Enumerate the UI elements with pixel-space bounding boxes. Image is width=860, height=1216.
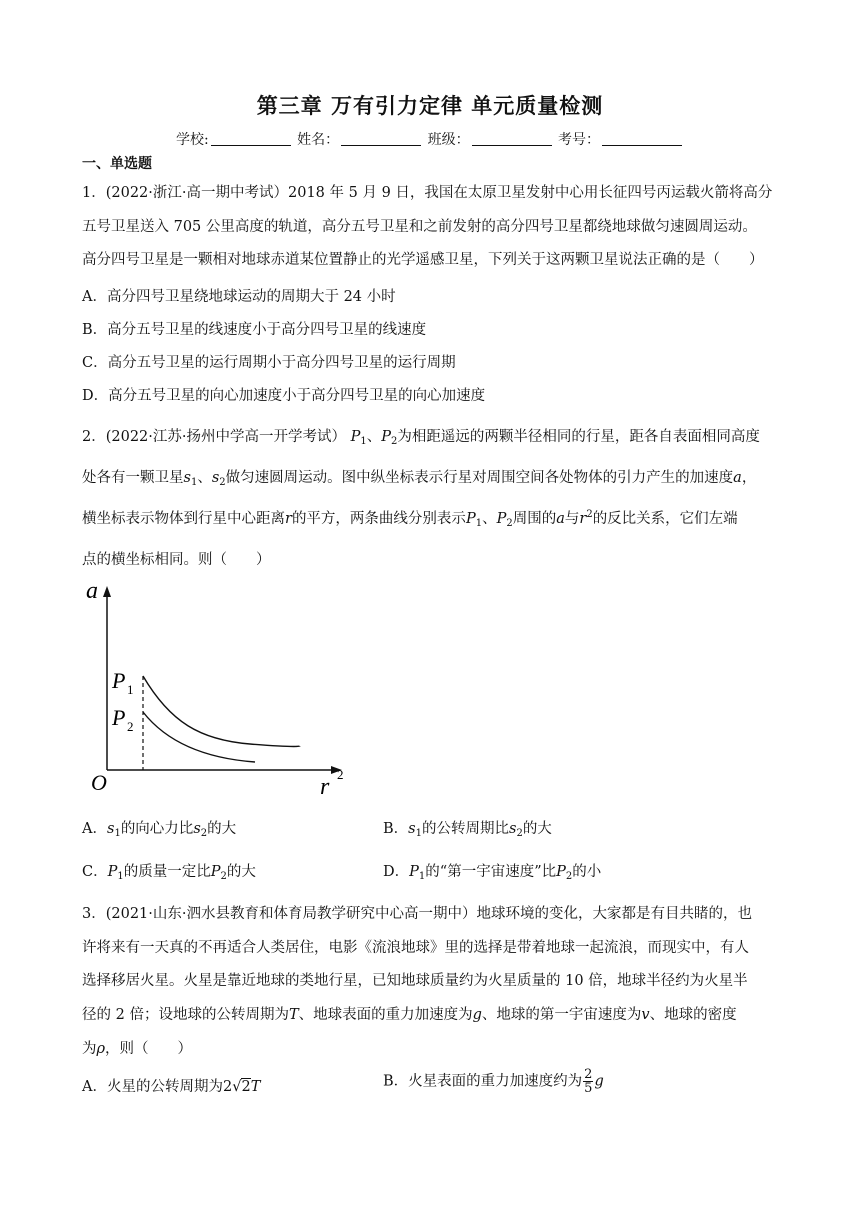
q1-line-2: 五号卫星送入 705 公里高度的轨道，高分五号卫星和之前发射的高分四号卫星都绕地球做匀速圆周运动。 xyxy=(82,219,757,235)
q2-line-2: 处各有一颗卫星$s_1$、$s_2$做匀速圆周运动。图中纵坐标表示行星对周围空间各处物体的引力产生的加速度a， xyxy=(82,470,757,488)
q2-line-3: 横坐标表示物体到行星中心距离r的平方，两条曲线分别表示$P_1$、$P_2$周围的a与$r^2$的反比关系，它们左端 xyxy=(82,509,738,529)
y-axis-label: a xyxy=(86,582,98,604)
name-label: 姓名： xyxy=(297,132,340,148)
sqrt-symbol: √ xyxy=(232,1079,242,1095)
curve-p1 xyxy=(143,676,300,747)
q1-option-b[interactable]: B．高分五号卫星的线速度小于高分四号卫星的线速度 xyxy=(82,322,427,338)
q1-option-c[interactable]: C．高分五号卫星的运行周期小于高分四号卫星的运行周期 xyxy=(82,355,456,371)
school-blank[interactable] xyxy=(211,131,291,146)
fraction-two-fifths: $\frac{2}{5}$ xyxy=(584,1067,593,1096)
q2-acceleration-graph xyxy=(80,582,360,802)
page-title: 第三章 万有引力定律 单元质量检测 xyxy=(256,94,604,118)
curve-p2 xyxy=(143,712,255,762)
q2-option-a[interactable]: A．$s_1$的向心力比$s_2$的大 xyxy=(82,821,237,839)
q3-option-b[interactable]: B．火星表面的重力加速度约为 $\frac{2}{5}$ g xyxy=(383,1067,604,1096)
p2-subscript: 2 xyxy=(127,719,134,734)
name-blank[interactable] xyxy=(341,131,421,146)
y-axis-arrow xyxy=(103,586,111,597)
exam-number-blank[interactable] xyxy=(602,131,682,146)
q1-option-a[interactable]: A．高分四号卫星绕地球运动的周期大于 24 小时 xyxy=(82,289,396,305)
q2-option-b[interactable]: B．$s_1$的公转周期比$s_2$的大 xyxy=(383,821,552,839)
q3-line-5: 为ρ，则（ ） xyxy=(82,1041,193,1057)
q2-line-4: 点的横坐标相同。则（ ） xyxy=(82,552,271,568)
q1-line-3: 高分四号卫星是一颗相对地球赤道某位置静止的光学遥感卫星，下列关于这两颗卫星说法正确的是（ ） xyxy=(82,252,764,268)
origin-label: O xyxy=(91,770,107,795)
q1-option-d[interactable]: D．高分五号卫星的向心加速度小于高分四号卫星的向心加速度 xyxy=(82,388,486,404)
p1-label: P xyxy=(112,668,126,693)
x-axis-label: r xyxy=(320,774,330,800)
q3-line-3: 选择移居火星。火星是靠近地球的类地行星，已知地球质量约为火星质量的 10 倍，地球半径约为火星半 xyxy=(82,973,748,989)
p1-subscript: 1 xyxy=(127,682,134,697)
q3-option-a[interactable]: A．火星的公转周期为2√2T xyxy=(82,1079,261,1095)
class-label: 班级： xyxy=(427,132,470,148)
class-blank[interactable] xyxy=(472,131,552,146)
x-axis-exponent: 2 xyxy=(337,767,344,782)
q3-line-4: 径的 2 倍；设地球的公转周期为T、地球表面的重力加速度为g、地球的第一宇宙速度为v、地球的密度 xyxy=(82,1007,737,1023)
student-info-line xyxy=(0,129,860,149)
q3-line-1: 3．(2021·山东·泗水县教育和体育局教学研究中心高一期中）地球环境的变化，大家都是有目共睹的，也 xyxy=(82,906,752,922)
q2-option-c[interactable]: C．$P_1$的质量一定比$P_2$的大 xyxy=(82,864,256,882)
q2-line-1: 2．(2022·江苏·扬州中学高一开学考试） $P_1$、$P_2$为相距遥远的两颗半径相同的行星，距各自表面相同高度 xyxy=(82,429,760,447)
school-label: 学校: xyxy=(175,132,209,148)
section-heading: 一、单选题 xyxy=(82,156,152,172)
exam-number-label: 考号： xyxy=(558,132,601,148)
q2-option-d[interactable]: D．$P_1$的“第一宇宙速度”比$P_2$的小 xyxy=(383,864,602,882)
q3-line-2: 许将来有一天真的不再适合人类居住，电影《流浪地球》里的选择是带着地球一起流浪，而现实中，有人 xyxy=(82,940,749,956)
q1-line-1: 1．(2022·浙江·高一期中考试）2018 年 5 月 9 日，我国在太原卫星发射中心用长征四号丙运载火箭将高分 xyxy=(82,185,773,201)
p2-label: P xyxy=(112,705,126,730)
